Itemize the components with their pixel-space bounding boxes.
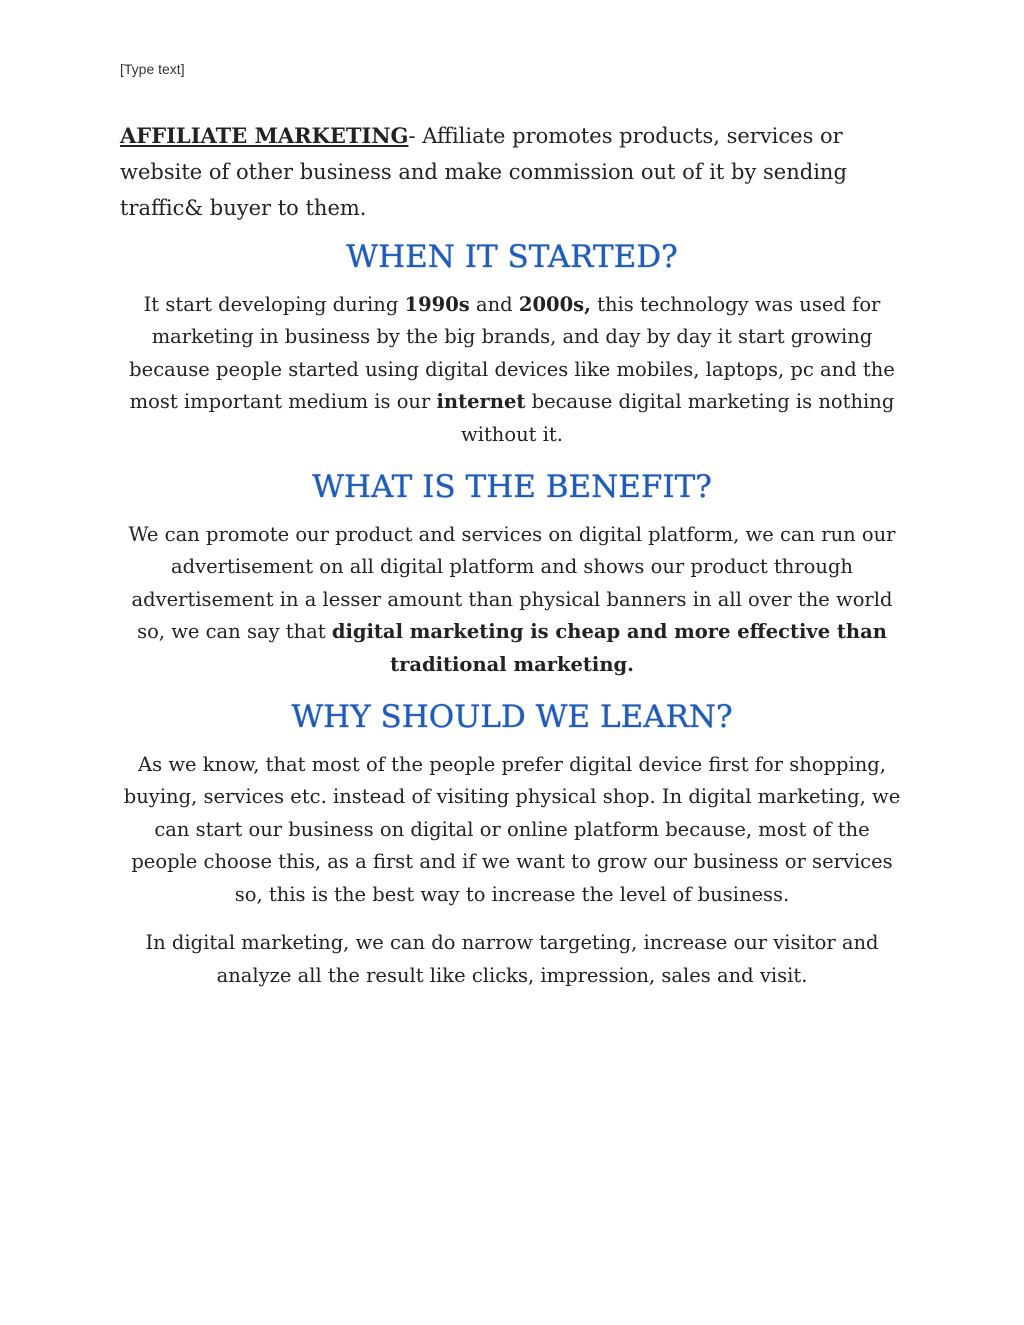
intro-paragraph xyxy=(120,118,904,226)
header-placeholder: [Type text] xyxy=(120,61,185,77)
when-text-2: and xyxy=(469,293,519,316)
affiliate-marketing-term: AFFILIATE MARKETING xyxy=(120,123,409,148)
when-text-3: this technology was used for marketing in business by the big brands, and day by day it start growing because people started using digital devices like mobiles, laptops, pc and the most important medium is our xyxy=(129,293,895,414)
learn-paragraph-2: In digital marketing, we can do narrow targeting, increase our visitor and analyze all the result like clicks, impression, sales and visit. xyxy=(145,931,879,987)
learn-heading: WHY SHOULD WE LEARN? xyxy=(291,699,733,736)
document-body xyxy=(120,118,904,992)
benefit-paragraph xyxy=(120,519,904,681)
affiliate-marketing-definition: - Affiliate promotes products, services or website of other business and make commission out of it by sending traffic& buyer to them. xyxy=(120,124,847,220)
when-heading: WHEN IT STARTED? xyxy=(346,239,678,275)
benefit-bold-conclusion: digital marketing is cheap and more effective than traditional marketing. xyxy=(331,620,887,676)
benefit-text-1: We can promote our product and services on digital platform, we can run our advertisement on all digital platform and shows our product through advertisement in a lesser amount than physical banners in all over the world so, we can say that xyxy=(128,523,896,644)
when-paragraph xyxy=(120,289,904,451)
when-text-4: because digital marketing is nothing without it. xyxy=(461,390,895,446)
when-bold-internet: internet xyxy=(436,390,526,414)
when-text-1: It start developing during xyxy=(143,293,405,316)
benefit-heading: WHAT IS THE BENEFIT? xyxy=(312,469,712,506)
learn-paragraph-1: As we know, that most of the people prefer digital device first for shopping, buying, services etc. instead of visiting physical shop. In digital marketing, we can start our business on digital or online platform because, most of the people choose this, as a first and if we want to grow our business or services so, this is the best way to increase the level of business. xyxy=(123,753,901,906)
when-bold-2000s: 2000s, xyxy=(518,293,591,316)
when-bold-1990s: 1990s xyxy=(404,293,470,316)
